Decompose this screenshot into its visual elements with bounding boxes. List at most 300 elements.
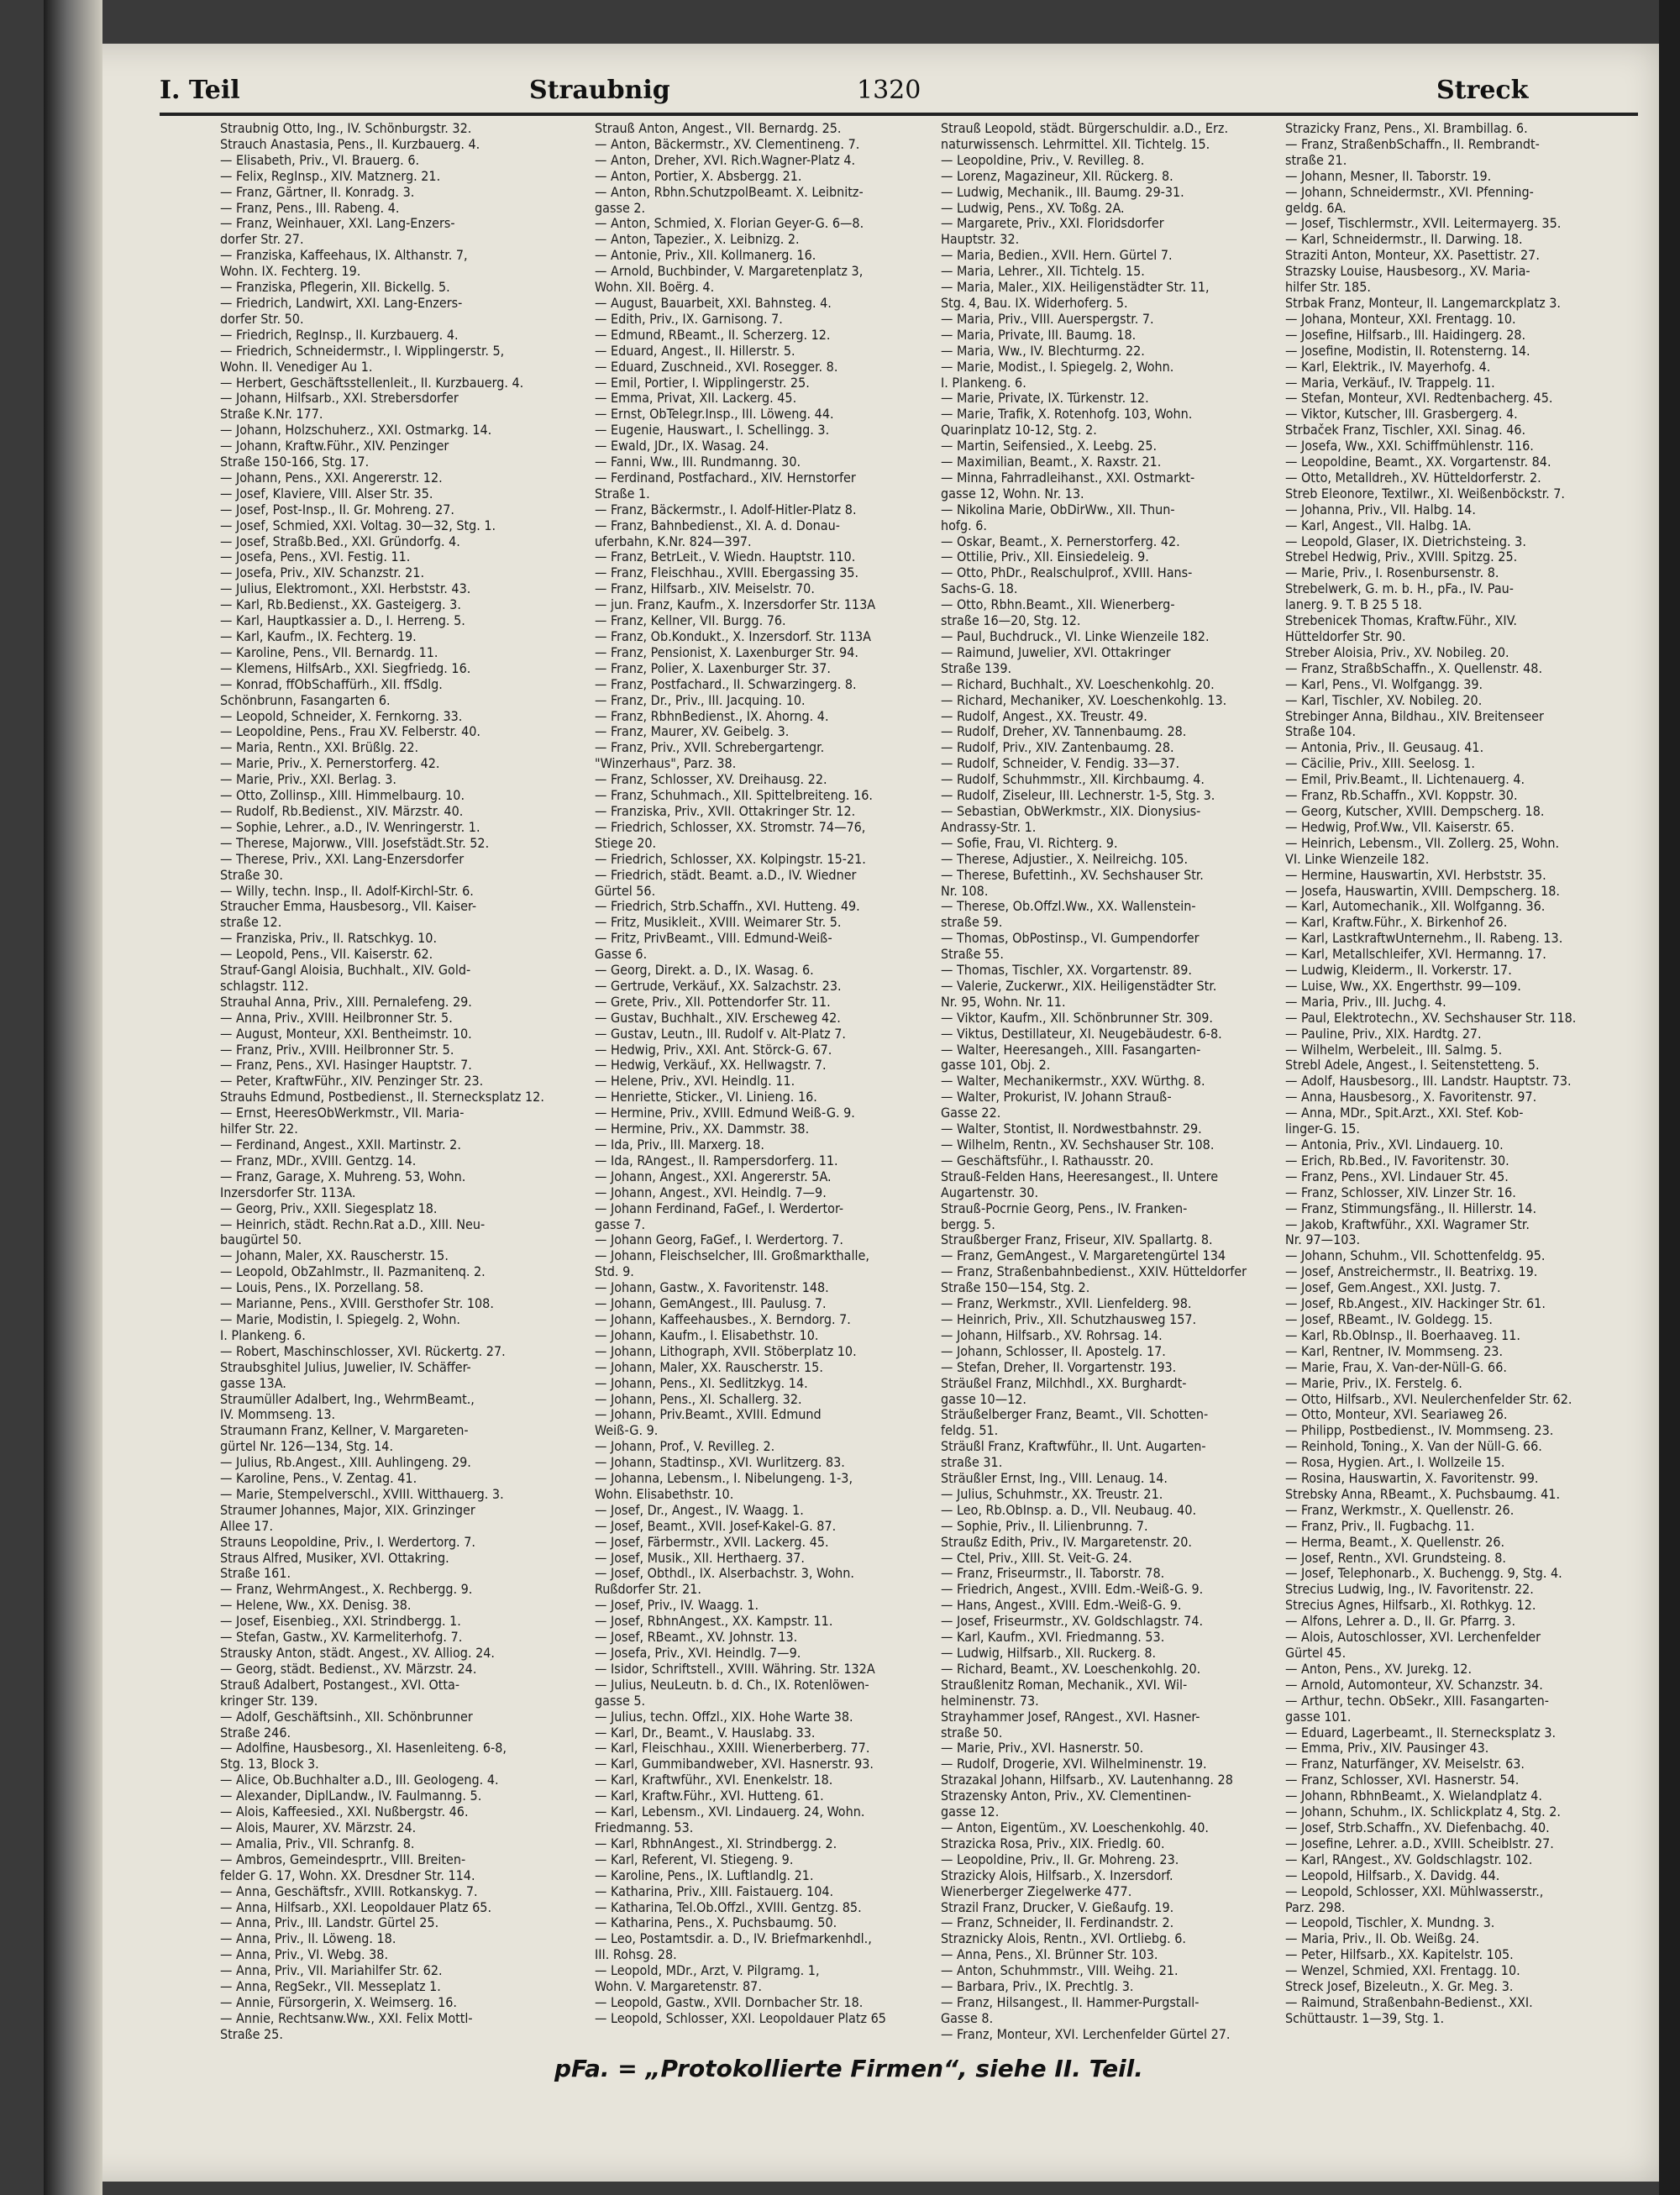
directory-entry-line: — Anna, Hausbesorg., X. Favoritenstr. 97. bbox=[1285, 1090, 1537, 1105]
directory-entry-line: — Marie, Priv., XXI. Berlag. 3. bbox=[220, 772, 396, 788]
directory-entry-line: — Maria, Ww., IV. Blechturmg. 22. bbox=[941, 343, 1145, 359]
directory-entry-line: — Johanna, Lebensm., I. Nibelungeng. 1-3, bbox=[595, 1471, 853, 1487]
directory-entry-line: gasse 101, Obj. 2. bbox=[941, 1058, 1051, 1074]
directory-entry-line: — Franz, BetrLeit., V. Wiedn. Hauptstr. 110. bbox=[595, 549, 856, 565]
directory-entry-line: — Josef, Rb.Angest., XIV. Hackinger Str. 61. bbox=[1285, 1296, 1546, 1312]
directory-entry-line: — Peter, KraftwFühr., XIV. Penzinger Str. 23. bbox=[220, 1074, 484, 1090]
directory-entry-line: — Johann, Lithograph, XVII. Stöberplatz 10. bbox=[595, 1343, 857, 1359]
directory-entry-line: — Alice, Ob.Buchhalter a.D., III. Geologeng. 4. bbox=[220, 1772, 499, 1788]
directory-entry-line: — Anna, Geschäftsfr., XVIII. Rotkanskyg. 7. bbox=[220, 1883, 478, 1899]
directory-entry-line: — Julius, Elektromont., XXI. Herbststr. 43. bbox=[220, 581, 471, 597]
directory-entry-line: — Viktus, Destillateur, XI. Neugebäudestr. 6-8. bbox=[941, 1026, 1222, 1042]
directory-entry-line: — Katharina, Tel.Ob.Offzl., XVIII. Gentzg. 85. bbox=[595, 1899, 862, 1915]
directory-entry-line: — Walter, Stontist, II. Nordwestbahnstr. 29. bbox=[941, 1121, 1202, 1137]
directory-entry-line: — Franz, Pens., XVI. Hasinger Hauptstr. 7. bbox=[220, 1058, 472, 1074]
directory-entry-line: — Karl, RbhnAngest., XI. Strindbergg. 2. bbox=[595, 1835, 837, 1851]
directory-entry-line: — Friedrich, Schlosser, XX. Stromstr. 74—76, bbox=[595, 819, 866, 835]
directory-entry-line: — Franz, Hilfsarb., XIV. Meiselstr. 70. bbox=[595, 581, 815, 597]
directory-entry-line: Strauß-Pocrnie Georg, Pens., IV. Franken- bbox=[941, 1200, 1188, 1216]
entry-column-2 bbox=[595, 121, 946, 2053]
directory-entry-line: — Johann, Angest., XXI. Angererstr. 5A. bbox=[595, 1168, 832, 1184]
directory-entry-line: — Johann, Pens., XI. Schallerg. 32. bbox=[595, 1391, 802, 1407]
directory-entry-line: — Karl, Lebensm., XVI. Lindauerg. 24, Wohn. bbox=[595, 1804, 865, 1820]
directory-entry-line: — Johann, Maler, XX. Rauscherstr. 15. bbox=[595, 1359, 823, 1375]
directory-entry-line: — Karoline, Pens., IX. Luftlandlg. 21. bbox=[595, 1867, 814, 1883]
directory-entry-line: — Franz, Pens., III. Rabeng. 4. bbox=[220, 200, 400, 216]
directory-entry-line: — Herbert, Geschäftsstellenleit., II. Kurzbauerg. 4. bbox=[220, 375, 524, 391]
directory-entry-line: felder G. 17, Wohn. XX. Dresdner Str. 114. bbox=[220, 1867, 475, 1883]
directory-entry-line: — Sofie, Frau, VI. Richterg. 9. bbox=[941, 835, 1118, 851]
directory-entry-line: — Julius, NeuLeutn. b. d. Ch., IX. Rotenlöwen- bbox=[595, 1677, 869, 1693]
directory-entry-line: — Stefan, Gastw., XV. Karmeliterhofg. 7. bbox=[220, 1630, 463, 1646]
directory-entry-line: geldg. 6A. bbox=[1285, 200, 1347, 216]
directory-entry-line: Gürtel 56. bbox=[595, 883, 656, 899]
directory-entry-line: — Karl, Kraftwführ., XVI. Enenkelstr. 18. bbox=[595, 1772, 833, 1788]
directory-entry-line: — Josef, Musik., XII. Herthaerg. 37. bbox=[595, 1550, 805, 1566]
directory-entry-line: — Anna, Priv., XVIII. Heilbronner Str. 5. bbox=[220, 1010, 453, 1026]
directory-entry-line: — Karl, Gummibandweber, XVI. Hasnerstr. 93. bbox=[595, 1757, 874, 1772]
directory-entry-line: — August, Bauarbeit, XXI. Bahnsteg. 4. bbox=[595, 295, 832, 311]
directory-entry-line: — Marie, Frau, X. Van-der-Nüll-G. 66. bbox=[1285, 1359, 1507, 1375]
directory-entry-line: — Karl, Rb.ObInsp., II. Boerhaaveg. 11. bbox=[1285, 1327, 1520, 1343]
directory-entry-line: — Alfons, Lehrer a. D., II. Gr. Pfarrg. 3. bbox=[1285, 1614, 1516, 1630]
directory-entry-line: — Leo, Rb.ObInsp. a. D., VII. Neubaug. 40. bbox=[941, 1502, 1197, 1518]
directory-entry-line: — Paul, Elektrotechn., XV. Sechshauser Str. 118. bbox=[1285, 1010, 1577, 1026]
directory-entry-line: — Franz, Postfachard., II. Schwarzingerg. 8. bbox=[595, 676, 857, 692]
directory-entry-line: — Arthur, techn. ObSekr., XIII. Fasangarten- bbox=[1285, 1693, 1549, 1709]
directory-entry-line: — Franziska, Kaffeehaus, IX. Althanstr. 7, bbox=[220, 248, 468, 264]
directory-entry-line: hilfer Str. 185. bbox=[1285, 280, 1371, 296]
directory-entry-line: — Walter, Prokurist, IV. Johann Strauß- bbox=[941, 1090, 1172, 1105]
directory-entry-line: — Karoline, Pens., VII. Bernardg. 11. bbox=[220, 644, 438, 660]
directory-entry-line: — Rudolf, Angest., XX. Treustr. 49. bbox=[941, 708, 1147, 724]
directory-entry-line: Strazicky Franz, Pens., XI. Brambillag. 6. bbox=[1285, 121, 1528, 136]
directory-entry-line: Strazicky Alois, Hilfsarb., X. Inzersdorf. bbox=[941, 1867, 1173, 1883]
directory-entry-line: Stiege 20. bbox=[595, 835, 657, 851]
directory-entry-line: — Friedrich, Angest., XVIII. Edm.-Weiß-G. 9. bbox=[941, 1582, 1204, 1598]
directory-entry-line: lanerg. 9. T. B 25 5 18. bbox=[1285, 597, 1422, 613]
directory-entry-line: — Franz, Monteur, XVI. Lerchenfelder Gürtel 27. bbox=[941, 2026, 1231, 2042]
directory-entry-line: — Josef, Eisenbieg., XXI. Strindbergg. 1. bbox=[220, 1614, 461, 1630]
directory-entry-line: Straße 150-166, Stg. 17. bbox=[220, 454, 370, 470]
directory-entry-line: — Hedwig, Verkäuf., XX. Hellwagstr. 7. bbox=[595, 1058, 827, 1074]
directory-entry-line: — Karl, Tischler, XV. Nobileg. 20. bbox=[1285, 692, 1483, 708]
directory-entry-line: — Stefan, Monteur, XVI. Redtenbacherg. 45. bbox=[1285, 391, 1553, 407]
directory-entry-line: — Maria, Priv., III. Juchg. 4. bbox=[1285, 994, 1446, 1010]
directory-entry-line: hofg. 6. bbox=[941, 517, 987, 533]
directory-entry-line: — Rosina, Hauswartin, X. Favoritenstr. 99. bbox=[1285, 1471, 1539, 1487]
directory-entry-line: Augartenstr. 30. bbox=[941, 1184, 1039, 1200]
directory-entry-line: gasse 101. bbox=[1285, 1709, 1352, 1725]
directory-entry-line: — Karl, LastkraftwUnternehm., II. Rabeng. 13. bbox=[1285, 931, 1563, 947]
directory-entry-line: — Helene, Ww., XX. Denisg. 38. bbox=[220, 1598, 412, 1614]
directory-entry-line: — Louis, Pens., IX. Porzellang. 58. bbox=[220, 1280, 424, 1296]
directory-entry-line: — Karl, Metallschleifer, XVI. Hermanng. 17. bbox=[1285, 947, 1546, 963]
directory-entry-line: — Minna, Fahrradleihanst., XXI. Ostmarkt- bbox=[941, 470, 1195, 486]
directory-entry-line: — Leopoldine, Priv., V. Revilleg. 8. bbox=[941, 152, 1145, 168]
directory-entry-line: — Leopold, Schlosser, XXI. Leopoldauer Platz 65 bbox=[595, 2010, 886, 2026]
directory-entry-line: — Leopoldine, Priv., II. Gr. Mohreng. 23. bbox=[941, 1851, 1179, 1867]
section-label: I. Teil bbox=[160, 76, 240, 105]
directory-entry-line: — Wenzel, Schmied, XXI. Frentagg. 10. bbox=[1285, 1963, 1520, 1979]
directory-entry-line: Stg. 4, Bau. IX. Widerhoferg. 5. bbox=[941, 295, 1128, 311]
directory-entry-line: — Leopold, Hilfsarb., X. Davidg. 44. bbox=[1285, 1867, 1500, 1883]
page-number: 1320 bbox=[857, 76, 921, 105]
directory-entry-line: — Josef, Priv., IV. Waagg. 1. bbox=[595, 1598, 759, 1614]
directory-entry-line: Strebelwerk, G. m. b. H., pFa., IV. Pau- bbox=[1285, 581, 1514, 597]
directory-entry-line: Strazil Franz, Drucker, V. Gießaufg. 19. bbox=[941, 1899, 1174, 1915]
directory-entry-line: Strazicka Rosa, Priv., XIX. Friedlg. 60. bbox=[941, 1835, 1165, 1851]
directory-entry-line: — Friedrich, RegInsp., II. Kurzbauerg. 4. bbox=[220, 327, 459, 343]
directory-entry-line: straße 12. bbox=[220, 915, 282, 931]
directory-entry-line: — Ferdinand, Postfachard., XIV. Hernstorfer bbox=[595, 470, 856, 486]
directory-entry-line: — Otto, Monteur, XVI. Seariaweg 26. bbox=[1285, 1407, 1508, 1423]
directory-entry-line: — Wilhelm, Werbeleit., III. Salmg. 5. bbox=[1285, 1042, 1503, 1058]
directory-entry-line: — Maria, Priv., VIII. Auerspergstr. 7. bbox=[941, 311, 1154, 327]
directory-entry-line: — Therese, Bufettinh., XV. Sechshauser Str. bbox=[941, 867, 1204, 883]
directory-entry-line: — Anton, Pens., XV. Jurekg. 12. bbox=[1285, 1661, 1473, 1677]
directory-entry-line: — Josef, RBeamt., XV. Johnstr. 13. bbox=[595, 1630, 798, 1646]
directory-entry-line: — Leopold, ObZahlmstr., II. Pazmanitenq. 2. bbox=[220, 1264, 486, 1280]
directory-entry-line: — Franz, GemAngest., V. Margaretengürtel 134 bbox=[941, 1248, 1226, 1264]
directory-entry-line: Straziti Anton, Monteur, XX. Pasettistr. 27. bbox=[1285, 248, 1540, 264]
directory-entry-line: — Marie, Priv., I. Rosenbursenstr. 8. bbox=[1285, 565, 1499, 581]
directory-entry-line: — Ottilie, Priv., XII. Einsiedeleig. 9. bbox=[941, 549, 1149, 565]
directory-entry-line: — Reinhold, Toning., X. Van der Nüll-G. 66. bbox=[1285, 1439, 1542, 1455]
directory-entry-line: — Eduard, Lagerbeamt., II. Sternecksplatz 3. bbox=[1285, 1725, 1557, 1741]
directory-entry-line: — Nikolina Marie, ObDirWw., XII. Thun- bbox=[941, 501, 1175, 517]
directory-entry-line: — Sebastian, ObWerkmstr., XIX. Dionysius- bbox=[941, 803, 1201, 819]
directory-entry-line: — Therese, Majorww., VIII. Josefstädt.Str. 52. bbox=[220, 835, 490, 851]
directory-entry-line: — Friedrich, städt. Beamt. a.D., IV. Wiedner bbox=[595, 867, 857, 883]
directory-entry-line: — Franz, Werkmstr., X. Quellenstr. 26. bbox=[1285, 1502, 1515, 1518]
directory-entry-line: Straus Alfred, Musiker, XVI. Ottakring. bbox=[220, 1550, 449, 1566]
directory-entry-line: Wohn. XII. Boërg. 4. bbox=[595, 280, 715, 296]
directory-entry-line: — Willy, techn. Insp., II. Adolf-Kirchl-Str. 6. bbox=[220, 883, 474, 899]
directory-entry-line: — Anna, Hilfsarb., XXI. Leopoldauer Platz 65. bbox=[220, 1899, 492, 1915]
directory-entry-line: — Ewald, JDr., IX. Wasag. 24. bbox=[595, 438, 769, 454]
directory-entry-line: Strazsky Louise, Hausbesorg., XV. Maria- bbox=[1285, 264, 1530, 280]
directory-entry-line: — Franz, Schlosser, XVI. Hasnerstr. 54. bbox=[1285, 1772, 1520, 1788]
directory-entry-line: — Anton, Schmied, X. Florian Geyer-G. 6—8. bbox=[595, 216, 864, 232]
directory-entry-line: Strauß Adalbert, Postangest., XVI. Otta- bbox=[220, 1677, 460, 1693]
directory-entry-line: Strbaček Franz, Tischler, XXI. Sinag. 46. bbox=[1285, 423, 1526, 438]
directory-entry-line: — Barbara, Priv., IX. Prechtlg. 3. bbox=[941, 1979, 1134, 1995]
directory-entry-line: — Johann, Schuhm., VII. Schottenfeldg. 95. bbox=[1285, 1248, 1546, 1264]
directory-entry-line: — Valerie, Zuckerwr., XIX. Heiligenstädter Str. bbox=[941, 978, 1217, 994]
directory-entry-line: — Anton, Eigentüm., XV. Loeschenkohlg. 40. bbox=[941, 1820, 1209, 1835]
directory-entry-line: — jun. Franz, Kaufm., X. Inzersdorfer Str. 113A bbox=[595, 597, 876, 613]
directory-entry-line: Sträußler Ernst, Ing., VIII. Lenaug. 14. bbox=[941, 1471, 1168, 1487]
directory-entry-line: — Johann, Stadtinsp., XVI. Wurlitzerg. 83. bbox=[595, 1455, 845, 1471]
directory-entry-line: — Maximilian, Beamt., X. Raxstr. 21. bbox=[941, 454, 1162, 470]
directory-entry-line: — Amalia, Priv., VII. Schranfg. 8. bbox=[220, 1835, 415, 1851]
directory-entry-line: — August, Monteur, XXI. Bentheimstr. 10. bbox=[220, 1026, 472, 1042]
directory-entry-line: — Josefa, Hauswartin, XVIII. Dempscherg. 18. bbox=[1285, 883, 1560, 899]
directory-entry-line: — Franz, Rb.Schaffn., XVI. Koppstr. 30. bbox=[1285, 788, 1518, 804]
directory-entry-line: — Franz, Weinhauer, XXI. Lang-Enzers- bbox=[220, 216, 455, 232]
directory-entry-line: — Josefa, Priv., XVI. Heindlg. 7—9. bbox=[595, 1646, 801, 1661]
directory-entry-line: — Adolf, Hausbesorg., III. Landstr. Hauptstr. 73. bbox=[1285, 1074, 1572, 1090]
directory-entry-line: — Emil, Portier, I. Wipplingerstr. 25. bbox=[595, 375, 810, 391]
directory-entry-line: — Peter, Hilfsarb., XX. Kapitelstr. 105. bbox=[1285, 1947, 1514, 1963]
directory-entry-line: — Ernst, HeeresObWerkmstr., VII. Maria- bbox=[220, 1105, 465, 1121]
directory-entry-line: — Emil, Priv.Beamt., II. Lichtenauerg. 4. bbox=[1285, 772, 1525, 788]
directory-entry-line: — Rudolf, Dreher, XV. Tannenbaumg. 28. bbox=[941, 724, 1187, 740]
directory-entry-line: — Viktor, Kaufm., XII. Schönbrunner Str. 309. bbox=[941, 1010, 1213, 1026]
directory-entry-line: — Franz, Pensionist, X. Laxenburger Str. 94. bbox=[595, 644, 858, 660]
directory-entry-line: — Therese, Priv., XXI. Lang-Enzersdorfer bbox=[220, 851, 465, 867]
directory-entry-line: Wohn. V. Margaretenstr. 87. bbox=[595, 1979, 762, 1995]
directory-entry-line: — Arnold, Buchbinder, V. Margaretenplatz 3, bbox=[595, 264, 864, 280]
directory-entry-line: bergg. 5. bbox=[941, 1216, 995, 1232]
directory-entry-line: — Georg, Priv., XXII. Siegesplatz 18. bbox=[220, 1200, 438, 1216]
directory-entry-line: — Ernst, ObTelegr.Insp., III. Löweng. 44. bbox=[595, 407, 834, 423]
directory-entry-line: — Walter, Mechanikermstr., XXV. Würthg. 8. bbox=[941, 1074, 1205, 1090]
first-entry-label: Straubnig bbox=[529, 76, 670, 105]
directory-entry-line: — Leopold, MDr., Arzt, V. Pilgramg. 1, bbox=[595, 1963, 820, 1979]
directory-entry-line: Andrassy-Str. 1. bbox=[941, 819, 1037, 835]
directory-entry-line: — Hermine, Priv., XVIII. Edmund Weiß-G. 9. bbox=[595, 1105, 855, 1121]
directory-entry-line: — Karoline, Pens., V. Zentag. 41. bbox=[220, 1471, 417, 1487]
directory-entry-line: — Julius, Schuhmstr., XX. Treustr. 21. bbox=[941, 1486, 1163, 1502]
directory-entry-line: — Josefa, Priv., XIV. Schanzstr. 21. bbox=[220, 565, 425, 581]
directory-entry-line: — Johann, Gastw., X. Favoritenstr. 148. bbox=[595, 1280, 829, 1296]
directory-entry-line: — Karl, Elektrik., IV. Mayerhofg. 4. bbox=[1285, 359, 1491, 375]
directory-entry-line: Wohn. II. Venediger Au 1. bbox=[220, 359, 373, 375]
directory-entry-line: Strebenicek Thomas, Kraftw.Führ., XIV. bbox=[1285, 613, 1517, 629]
directory-entry-line: — Karl, RAngest., XV. Goldschlagstr. 102. bbox=[1285, 1851, 1533, 1867]
directory-entry-line: — Friedrich, Strb.Schaffn., XVI. Hutteng. 49. bbox=[595, 899, 860, 915]
directory-entry-line: — Georg, Kutscher, XVIII. Dempscherg. 18. bbox=[1285, 803, 1545, 819]
directory-entry-line: — Alexander, DiplLandw., IV. Faulmanng. 5. bbox=[220, 1788, 482, 1804]
directory-entry-line: — Maria, Rentn., XXI. Brüßlg. 22. bbox=[220, 740, 419, 756]
directory-entry-line: — Karl, Referent, VI. Stiegeng. 9. bbox=[595, 1851, 794, 1867]
directory-entry-line: — Johann, GemAngest., III. Paulusg. 7. bbox=[595, 1296, 827, 1312]
directory-entry-line: — Anna, Priv., VII. Mariahilfer Str. 62. bbox=[220, 1963, 443, 1979]
directory-entry-line: straße 16—20, Stg. 12. bbox=[941, 613, 1081, 629]
directory-entry-line: — Franz, Polier, X. Laxenburger Str. 37. bbox=[595, 660, 831, 676]
directory-entry-line: — Anna, RegSekr., VII. Messeplatz 1. bbox=[220, 1979, 441, 1995]
directory-entry-line: — Leopoldine, Beamt., XX. Vorgartenstr. 84. bbox=[1285, 454, 1551, 470]
directory-entry-line: I. Plankeng. 6. bbox=[941, 375, 1026, 391]
directory-entry-line: — Johann, Maler, XX. Rauscherstr. 15. bbox=[220, 1248, 449, 1264]
directory-entry-line: I. Plankeng. 6. bbox=[220, 1327, 306, 1343]
directory-entry-line: Sträußl Franz, Kraftwführ., II. Unt. Augarten- bbox=[941, 1439, 1206, 1455]
entry-column-3 bbox=[941, 121, 1292, 2053]
directory-entry-line: — Rudolf, Schneider, V. Fendig. 33—37. bbox=[941, 756, 1180, 772]
directory-entry-line: — Katharina, Priv., XIII. Faistauerg. 104. bbox=[595, 1883, 834, 1899]
directory-entry-line: Straße K.Nr. 177. bbox=[220, 407, 323, 423]
directory-entry-line: Nr. 97—103. bbox=[1285, 1232, 1361, 1248]
directory-entry-line: Straße 1. bbox=[595, 486, 650, 501]
directory-entry-line: Strayhammer Josef, RAngest., XVI. Hasner- bbox=[941, 1709, 1200, 1725]
directory-entry-line: — Franz, Schneider, II. Ferdinandstr. 2. bbox=[941, 1915, 1174, 1931]
directory-entry-line: naturwissensch. Lehrmittel. XII. Tichtelg. 15. bbox=[941, 136, 1210, 152]
directory-entry-line: — Johann, Kaufm., I. Elisabethstr. 10. bbox=[595, 1327, 819, 1343]
directory-entry-line: Straße 150—154, Stg. 2. bbox=[941, 1280, 1090, 1296]
directory-entry-line: — Hermine, Hauswartin, XVI. Herbststr. 35. bbox=[1285, 867, 1546, 883]
directory-entry-line: — Anna, Pens., XI. Brünner Str. 103. bbox=[941, 1947, 1158, 1963]
directory-entry-line: straße 31. bbox=[941, 1455, 1003, 1471]
directory-entry-line: — Johann, RbhnBeamt., X. Wielandplatz 4. bbox=[1285, 1788, 1542, 1804]
directory-entry-line: — Anna, Priv., VI. Webg. 38. bbox=[220, 1947, 389, 1963]
directory-entry-line: — Franz, Maurer, XV. Geibelg. 3. bbox=[595, 724, 790, 740]
directory-entry-line: Strauß-Felden Hans, Heeresangest., II. Untere bbox=[941, 1168, 1219, 1184]
directory-entry-line: — Sophie, Lehrer., a.D., IV. Wenringerstr. 1. bbox=[220, 819, 480, 835]
directory-entry-line: — Johann, Holzschuherz., XXI. Ostmarkg. 14. bbox=[220, 423, 492, 438]
directory-entry-line: — Franz, Naturfänger, XV. Meiselstr. 63. bbox=[1285, 1757, 1525, 1772]
directory-entry-line: — Anton, Tapezier., X. Leibnizg. 2. bbox=[595, 232, 800, 248]
directory-entry-line: — Josef, Post-Insp., II. Gr. Mohreng. 27. bbox=[220, 501, 454, 517]
directory-entry-line: — Franz, Schlosser, XIV. Linzer Str. 16. bbox=[1285, 1184, 1516, 1200]
directory-entry-line: — Franz, RbhnBedienst., IX. Ahorng. 4. bbox=[595, 708, 829, 724]
directory-entry-line: — Raimund, Straßenbahn-Bedienst., XXI. bbox=[1285, 1994, 1533, 2010]
directory-entry-line: — Ferdinand, Angest., XXII. Martinstr. 2. bbox=[220, 1137, 461, 1153]
directory-entry-line: — Karl, Angest., VII. Halbg. 1A. bbox=[1285, 517, 1472, 533]
directory-entry-line: — Josef, Klaviere, VIII. Alser Str. 35. bbox=[220, 486, 433, 501]
directory-entry-line: — Karl, Rentner, IV. Mommseng. 23. bbox=[1285, 1343, 1504, 1359]
directory-entry-line: — Emma, Priv., XIV. Pausinger 43. bbox=[1285, 1741, 1489, 1757]
directory-entry-line: Straznicky Alois, Rentn., XVI. Ortliebg. 6. bbox=[941, 1931, 1186, 1947]
directory-entry-line: — Gustav, Buchhalt., XIV. Erscheweg 42. bbox=[595, 1010, 841, 1026]
directory-entry-line: — Gustav, Leutn., III. Rudolf v. Alt-Platz 7. bbox=[595, 1026, 846, 1042]
directory-entry-line: gasse 12, Wohn. Nr. 13. bbox=[941, 486, 1084, 501]
directory-entry-line: — Franz, Pens., XVI. Lindauer Str. 45. bbox=[1285, 1168, 1509, 1184]
directory-entry-line: Straße 25. bbox=[220, 2026, 283, 2042]
directory-entry-line: Gasse 8. bbox=[941, 2010, 994, 2026]
directory-entry-line: — Marie, Priv., X. Pernerstorferg. 42. bbox=[220, 756, 440, 772]
directory-entry-line: — Franziska, Pflegerin, XII. Bickellg. 5. bbox=[220, 280, 450, 296]
directory-entry-line: — Marie, Modistin, I. Spiegelg. 2, Wohn. bbox=[220, 1311, 460, 1327]
directory-entry-line: gasse 13A. bbox=[220, 1375, 286, 1391]
directory-entry-line: — Johann, Angest., XVI. Heindlg. 7—9. bbox=[595, 1184, 827, 1200]
directory-entry-line: Gürtel 45. bbox=[1285, 1646, 1347, 1661]
directory-entry-line: — Johann, Priv.Beamt., XVIII. Edmund bbox=[595, 1407, 822, 1423]
directory-entry-line: Straubnig Otto, Ing., IV. Schönburgstr. 32. bbox=[220, 121, 472, 136]
directory-entry-line: Sachs-G. 18. bbox=[941, 581, 1018, 597]
directory-entry-line: — Marie, Modist., I. Spiegelg. 2, Wohn. bbox=[941, 359, 1174, 375]
directory-entry-line: — Josef, Schmied, XXI. Voltag. 30—32, Stg. 1. bbox=[220, 517, 496, 533]
directory-entry-line: — Franz, StraßbSchaffn., X. Quellenstr. 48. bbox=[1285, 660, 1543, 676]
directory-entry-line: — Cäcilie, Priv., XIII. Seelosg. 1. bbox=[1285, 756, 1475, 772]
directory-entry-line: — Annie, Rechtsanw.Ww., XXI. Felix Mottl- bbox=[220, 2010, 473, 2026]
directory-entry-line: — Alois, Kaffeesied., XXI. Nußbergstr. 46. bbox=[220, 1804, 469, 1820]
directory-entry-line: feldg. 51. bbox=[941, 1423, 999, 1439]
directory-entry-line: — Otto, Rbhn.Beamt., XII. Wienerberg- bbox=[941, 597, 1175, 613]
directory-entry-line: — Franz, Schuhmach., XII. Spittelbreiteng. 16. bbox=[595, 788, 873, 804]
directory-entry-line: — Karl, Kraftw.Führ., XVI. Hutteng. 61. bbox=[595, 1788, 824, 1804]
directory-entry-line: hilfer Str. 22. bbox=[220, 1121, 298, 1137]
directory-entry-line: — Marie, Priv., XVI. Hasnerstr. 50. bbox=[941, 1741, 1144, 1757]
directory-entry-line: helminenstr. 73. bbox=[941, 1693, 1039, 1709]
directory-entry-line: — Franz, Schlosser, XV. Dreihausg. 22. bbox=[595, 772, 827, 788]
directory-entry-line: dorfer Str. 27. bbox=[220, 232, 304, 248]
directory-entry-line: — Johann, Schlosser, II. Apostelg. 17. bbox=[941, 1343, 1166, 1359]
directory-entry-line: "Winzerhaus", Parz. 38. bbox=[595, 756, 737, 772]
directory-entry-line: — Helene, Priv., XVI. Heindlg. 11. bbox=[595, 1074, 795, 1090]
directory-entry-line: — Thomas, ObPostinsp., VI. Gumpendorfer bbox=[941, 931, 1200, 947]
directory-entry-line: Gasse 22. bbox=[941, 1105, 1001, 1121]
directory-entry-line: — Gertrude, Verkäuf., XX. Salzachstr. 23. bbox=[595, 978, 842, 994]
directory-entry-line: kringer Str. 139. bbox=[220, 1693, 318, 1709]
directory-entry-line: — Josef, Friseurmstr., XV. Goldschlagstr. 74. bbox=[941, 1614, 1204, 1630]
directory-entry-line: — Walter, Heeresangeh., XIII. Fasangarten- bbox=[941, 1042, 1201, 1058]
directory-entry-line: — Jakob, Kraftwführ., XXI. Wagramer Str. bbox=[1285, 1216, 1530, 1232]
directory-entry-line: — Antonie, Priv., XII. Kollmanerg. 16. bbox=[595, 248, 816, 264]
directory-entry-line: Strauhal Anna, Priv., XIII. Pernalefeng. 29. bbox=[220, 994, 472, 1010]
directory-entry-line: Nr. 95, Wohn. Nr. 11. bbox=[941, 994, 1066, 1010]
directory-entry-line: — Anna, Priv., III. Landstr. Gürtel 25. bbox=[220, 1915, 439, 1931]
directory-entry-line: IV. Mommseng. 13. bbox=[220, 1407, 336, 1423]
directory-entry-line: — Paul, Buchdruck., VI. Linke Wienzeile 182. bbox=[941, 629, 1210, 644]
directory-entry-line: Strauß Anton, Angest., VII. Bernardg. 25. bbox=[595, 121, 842, 136]
directory-entry-line: — Johanna, Priv., VII. Halbg. 14. bbox=[1285, 501, 1476, 517]
directory-entry-line: Straubsghitel Julius, Juwelier, IV. Schäffer- bbox=[220, 1359, 471, 1375]
directory-entry-line: — Franz, Bahnbedienst., XI. A. d. Donau- bbox=[595, 517, 840, 533]
directory-entry-line: — Eduard, Zuschneid., XVI. Rosegger. 8. bbox=[595, 359, 838, 375]
directory-entry-line: Straße 246. bbox=[220, 1725, 291, 1741]
directory-entry-line: — Marie, Priv., IX. Ferstelg. 6. bbox=[1285, 1375, 1462, 1391]
directory-entry-line: straße 59. bbox=[941, 915, 1003, 931]
directory-entry-line: — Johann, Mesner, II. Taborstr. 19. bbox=[1285, 168, 1492, 184]
directory-entry-line: — Heinrich, Priv., XII. Schutzhausweg 157. bbox=[941, 1311, 1197, 1327]
directory-entry-line: Wienerberger Ziegelwerke 477. bbox=[941, 1883, 1132, 1899]
directory-entry-line: — Friedrich, Landwirt, XXI. Lang-Enzers- bbox=[220, 295, 463, 311]
directory-entry-line: — Franz, Werkmstr., XVII. Lienfelderg. 98. bbox=[941, 1296, 1192, 1312]
directory-entry-line: Friedmanng. 53. bbox=[595, 1820, 694, 1835]
directory-entry-line: — Franz, WehrmAngest., X. Rechbergg. 9. bbox=[220, 1582, 473, 1598]
directory-entry-line: — Josefine, Modistin, II. Rotensterng. 14. bbox=[1285, 343, 1530, 359]
directory-entry-line: — Karl, Automechanik., XII. Wolfganng. 36. bbox=[1285, 899, 1546, 915]
directory-entry-line: Straußlenitz Roman, Mechanik., XVI. Wil- bbox=[941, 1677, 1188, 1693]
directory-entry-line: — Rudolf, Drogerie, XVI. Wilhelminenstr. 19. bbox=[941, 1757, 1207, 1772]
directory-entry-line: — Karl, Rb.Bedienst., XX. Gasteigerg. 3. bbox=[220, 597, 461, 613]
directory-entry-line: Sträußel Franz, Milchhdl., XX. Burghardt- bbox=[941, 1375, 1187, 1391]
directory-entry-line: — Karl, Dr., Beamt., V. Hauslabg. 33. bbox=[595, 1725, 816, 1741]
directory-entry-line: Strazakal Johann, Hilfsarb., XV. Lautenhanng. 28 bbox=[941, 1772, 1233, 1788]
directory-entry-line: — Felix, RegInsp., XIV. Matznerg. 21. bbox=[220, 168, 441, 184]
directory-entry-line: — Josef, Beamt., XVII. Josef-Kakel-G. 87. bbox=[595, 1518, 837, 1534]
directory-entry-line: — Katharina, Pens., X. Puchsbaumg. 50. bbox=[595, 1915, 837, 1931]
directory-entry-line: — Franz, Gärtner, II. Konradg. 3. bbox=[220, 184, 415, 200]
directory-entry-line: Schönbrunn, Fasangarten 6. bbox=[220, 692, 391, 708]
directory-entry-line: Nr. 108. bbox=[941, 883, 989, 899]
directory-entry-line: — Edmund, RBeamt., II. Scherzerg. 12. bbox=[595, 327, 831, 343]
directory-entry-line: — Rosa, Hygien. Art., I. Wollzeile 15. bbox=[1285, 1455, 1505, 1471]
directory-entry-line: — Friedrich, Schneidermstr., I. Wipplingerstr. 5, bbox=[220, 343, 505, 359]
directory-entry-line: Parz. 298. bbox=[1285, 1899, 1346, 1915]
directory-entry-line: — Rudolf, Priv., XIV. Zantenbaumg. 28. bbox=[941, 740, 1174, 756]
directory-entry-line: — Julius, techn. Offzl., XIX. Hohe Warte 38. bbox=[595, 1709, 853, 1725]
directory-entry-line: gasse 5. bbox=[595, 1693, 646, 1709]
directory-entry-line: Straumann Franz, Kellner, V. Margareten- bbox=[220, 1423, 469, 1439]
directory-entry-line: — Josefine, Lehrer. a.D., XVIII. Scheiblstr. 27. bbox=[1285, 1835, 1554, 1851]
directory-entry-line: — Richard, Buchhalt., XV. Loeschenkohlg. 20. bbox=[941, 676, 1215, 692]
directory-entry-line: — Fritz, Musikleit., XVIII. Weimarer Str. 5. bbox=[595, 915, 842, 931]
directory-entry-line: — Rudolf, Rb.Bedienst., XIV. Märzstr. 40. bbox=[220, 803, 464, 819]
directory-entry-line: Rußdorfer Str. 21. bbox=[595, 1582, 701, 1598]
directory-entry-line: — Luise, Ww., XX. Engerthstr. 99—109. bbox=[1285, 978, 1521, 994]
directory-entry-line: — Antonia, Priv., II. Geusaug. 41. bbox=[1285, 740, 1484, 756]
directory-entry-line: Strauf-Gangl Aloisia, Buchhalt., XIV. Gold- bbox=[220, 963, 471, 979]
directory-entry-line: — Otto, Zollinsp., XIII. Himmelbaurg. 10. bbox=[220, 788, 465, 804]
directory-entry-line: — Ludwig, Pens., XV. Toßg. 2A. bbox=[941, 200, 1125, 216]
directory-entry-line: — Ambros, Gemeindesprtr., VIII. Breiten- bbox=[220, 1851, 466, 1867]
directory-entry-line: Strauß Leopold, städt. Bürgerschuldir. a.D., Erz. bbox=[941, 121, 1229, 136]
directory-entry-line: Weiß-G. 9. bbox=[595, 1423, 659, 1439]
directory-entry-line: — Maria, Priv., II. Ob. Weißg. 24. bbox=[1285, 1931, 1480, 1947]
